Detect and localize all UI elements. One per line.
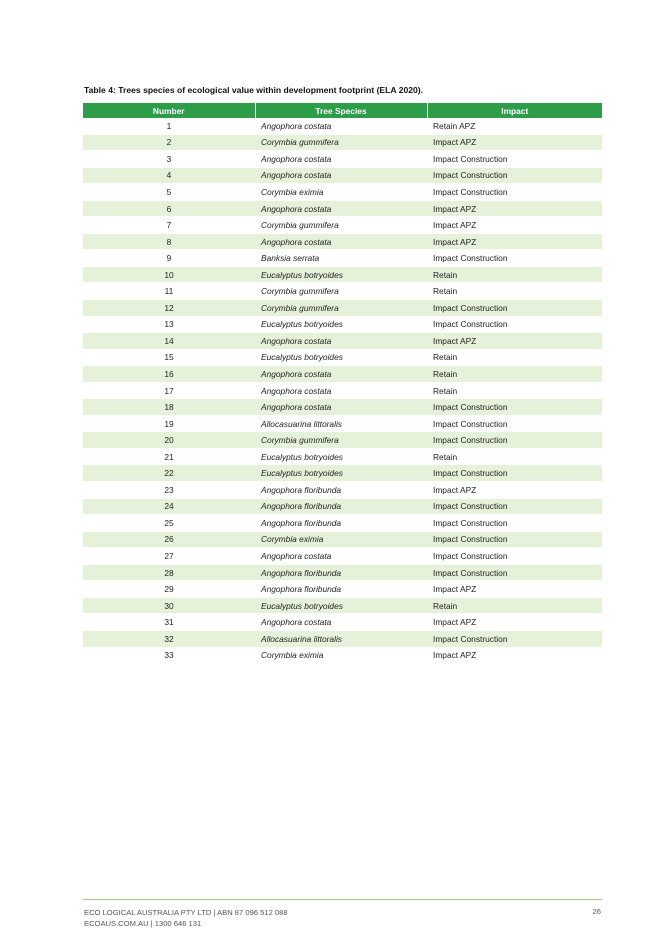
cell-number: 4 (83, 167, 255, 184)
cell-number: 18 (83, 399, 255, 416)
table-row (83, 465, 602, 482)
cell-tree-species: Allocasuarina littoralis (255, 630, 427, 647)
cell-tree-species: Angophora floribunda (255, 581, 427, 598)
table-row (83, 548, 602, 565)
cell-tree-species: Angophora floribunda (255, 498, 427, 515)
cell-impact: Impact Construction (427, 465, 602, 482)
cell-tree-species: Banksia serrata (255, 250, 427, 267)
cell-tree-species: Angophora floribunda (255, 482, 427, 499)
cell-impact: Impact APZ (427, 581, 602, 598)
footer-company-info (84, 907, 288, 929)
cell-number: 7 (83, 217, 255, 234)
cell-number: 13 (83, 316, 255, 333)
cell-tree-species: Angophora costata (255, 200, 427, 217)
cell-number: 27 (83, 548, 255, 565)
table-row (83, 349, 602, 366)
table-row (83, 366, 602, 383)
cell-impact: Impact Construction (427, 515, 602, 532)
cell-number: 15 (83, 349, 255, 366)
cell-tree-species: Angophora floribunda (255, 564, 427, 581)
cell-impact: Impact APZ (427, 233, 602, 250)
cell-tree-species: Eucalyptus botryoides (255, 465, 427, 482)
cell-tree-species: Corymbia gummifera (255, 134, 427, 151)
cell-number: 1 (83, 118, 255, 134)
table-header-row (83, 103, 602, 118)
cell-tree-species: Corymbia gummifera (255, 432, 427, 449)
cell-tree-species: Angophora costata (255, 382, 427, 399)
table-row (83, 167, 602, 184)
cell-tree-species: Corymbia gummifera (255, 300, 427, 317)
cell-impact: Retain (427, 283, 602, 300)
table-caption: Table 4: Trees species of ecological value within development footprint (ELA 2020). (84, 85, 424, 95)
cell-impact: Impact APZ (427, 333, 602, 350)
table-row (83, 581, 602, 598)
cell-number: 22 (83, 465, 255, 482)
footer-divider (83, 899, 602, 900)
cell-tree-species: Corymbia gummifera (255, 283, 427, 300)
cell-number: 8 (83, 233, 255, 250)
cell-tree-species: Eucalyptus botryoides (255, 597, 427, 614)
cell-impact: Impact Construction (427, 184, 602, 201)
table-row (83, 184, 602, 201)
cell-tree-species: Corymbia eximia (255, 531, 427, 548)
cell-number: 16 (83, 366, 255, 383)
cell-number: 5 (83, 184, 255, 201)
cell-impact: Impact APZ (427, 614, 602, 631)
cell-number: 11 (83, 283, 255, 300)
cell-number: 26 (83, 531, 255, 548)
cell-tree-species: Corymbia eximia (255, 647, 427, 664)
cell-number: 32 (83, 630, 255, 647)
cell-impact: Impact APZ (427, 200, 602, 217)
cell-impact: Impact APZ (427, 134, 602, 151)
cell-tree-species: Angophora costata (255, 614, 427, 631)
cell-impact: Impact Construction (427, 630, 602, 647)
table-row (83, 630, 602, 647)
cell-impact: Impact Construction (427, 415, 602, 432)
footer-contact: ECOAUS.COM.AU | 1300 646 131 (84, 919, 202, 928)
table-row (83, 515, 602, 532)
column-header-tree-species: Tree Species (255, 103, 427, 118)
cell-number: 28 (83, 564, 255, 581)
table-row (83, 399, 602, 416)
cell-impact: Impact Construction (427, 498, 602, 515)
cell-impact: Impact Construction (427, 167, 602, 184)
cell-impact: Impact Construction (427, 151, 602, 168)
cell-tree-species: Angophora costata (255, 118, 427, 134)
cell-number: 10 (83, 266, 255, 283)
cell-tree-species: Angophora costata (255, 399, 427, 416)
cell-number: 30 (83, 597, 255, 614)
table-row (83, 498, 602, 515)
table-body (83, 118, 602, 664)
table-row (83, 482, 602, 499)
table-row (83, 316, 602, 333)
table-row (83, 266, 602, 283)
cell-impact: Impact APZ (427, 482, 602, 499)
cell-impact: Impact Construction (427, 399, 602, 416)
table-row (83, 151, 602, 168)
table-row (83, 134, 602, 151)
table-row (83, 432, 602, 449)
cell-number: 14 (83, 333, 255, 350)
cell-number: 6 (83, 200, 255, 217)
cell-impact: Impact Construction (427, 564, 602, 581)
table-row (83, 564, 602, 581)
cell-number: 3 (83, 151, 255, 168)
cell-impact: Retain (427, 382, 602, 399)
cell-impact: Retain (427, 366, 602, 383)
cell-tree-species: Angophora costata (255, 167, 427, 184)
cell-tree-species: Allocasuarina littoralis (255, 415, 427, 432)
cell-impact: Impact APZ (427, 647, 602, 664)
table-row (83, 382, 602, 399)
cell-impact: Retain (427, 266, 602, 283)
cell-number: 2 (83, 134, 255, 151)
cell-tree-species: Eucalyptus botryoides (255, 266, 427, 283)
cell-number: 17 (83, 382, 255, 399)
cell-impact: Retain (427, 597, 602, 614)
cell-number: 25 (83, 515, 255, 532)
cell-impact: Impact Construction (427, 548, 602, 565)
cell-impact: Impact Construction (427, 250, 602, 267)
cell-tree-species: Corymbia gummifera (255, 217, 427, 234)
table-row (83, 283, 602, 300)
table-row (83, 217, 602, 234)
cell-impact: Impact Construction (427, 300, 602, 317)
tree-species-table (83, 103, 602, 664)
table-row (83, 531, 602, 548)
cell-tree-species: Angophora costata (255, 548, 427, 565)
cell-impact: Impact Construction (427, 531, 602, 548)
cell-impact: Impact APZ (427, 217, 602, 234)
cell-tree-species: Angophora costata (255, 233, 427, 250)
footer-company: ECO LOGICAL AUSTRALIA PTY LTD | ABN 87 096 512 088 (84, 908, 288, 917)
cell-impact: Impact Construction (427, 316, 602, 333)
cell-tree-species: Eucalyptus botryoides (255, 349, 427, 366)
column-header-impact: Impact (427, 103, 602, 118)
cell-impact: Retain (427, 349, 602, 366)
table-row (83, 333, 602, 350)
table-row (83, 647, 602, 664)
cell-impact: Impact Construction (427, 432, 602, 449)
table-row (83, 614, 602, 631)
table-row (83, 250, 602, 267)
cell-tree-species: Angophora floribunda (255, 515, 427, 532)
table-row (83, 597, 602, 614)
table-row (83, 118, 602, 134)
cell-tree-species: Eucalyptus botryoides (255, 316, 427, 333)
cell-tree-species: Eucalyptus botryoides (255, 448, 427, 465)
table-row (83, 300, 602, 317)
cell-impact: Retain (427, 448, 602, 465)
cell-number: 31 (83, 614, 255, 631)
page-number: 26 (592, 907, 601, 916)
cell-tree-species: Angophora costata (255, 333, 427, 350)
cell-number: 33 (83, 647, 255, 664)
cell-tree-species: Angophora costata (255, 151, 427, 168)
cell-impact: Retain APZ (427, 118, 602, 134)
cell-number: 29 (83, 581, 255, 598)
cell-number: 23 (83, 482, 255, 499)
table-row (83, 448, 602, 465)
cell-number: 21 (83, 448, 255, 465)
cell-tree-species: Corymbia eximia (255, 184, 427, 201)
table-row (83, 233, 602, 250)
cell-number: 24 (83, 498, 255, 515)
cell-number: 20 (83, 432, 255, 449)
table-row (83, 415, 602, 432)
cell-number: 9 (83, 250, 255, 267)
cell-tree-species: Angophora costata (255, 366, 427, 383)
table-row (83, 200, 602, 217)
column-header-number: Number (83, 103, 255, 118)
cell-number: 19 (83, 415, 255, 432)
cell-number: 12 (83, 300, 255, 317)
